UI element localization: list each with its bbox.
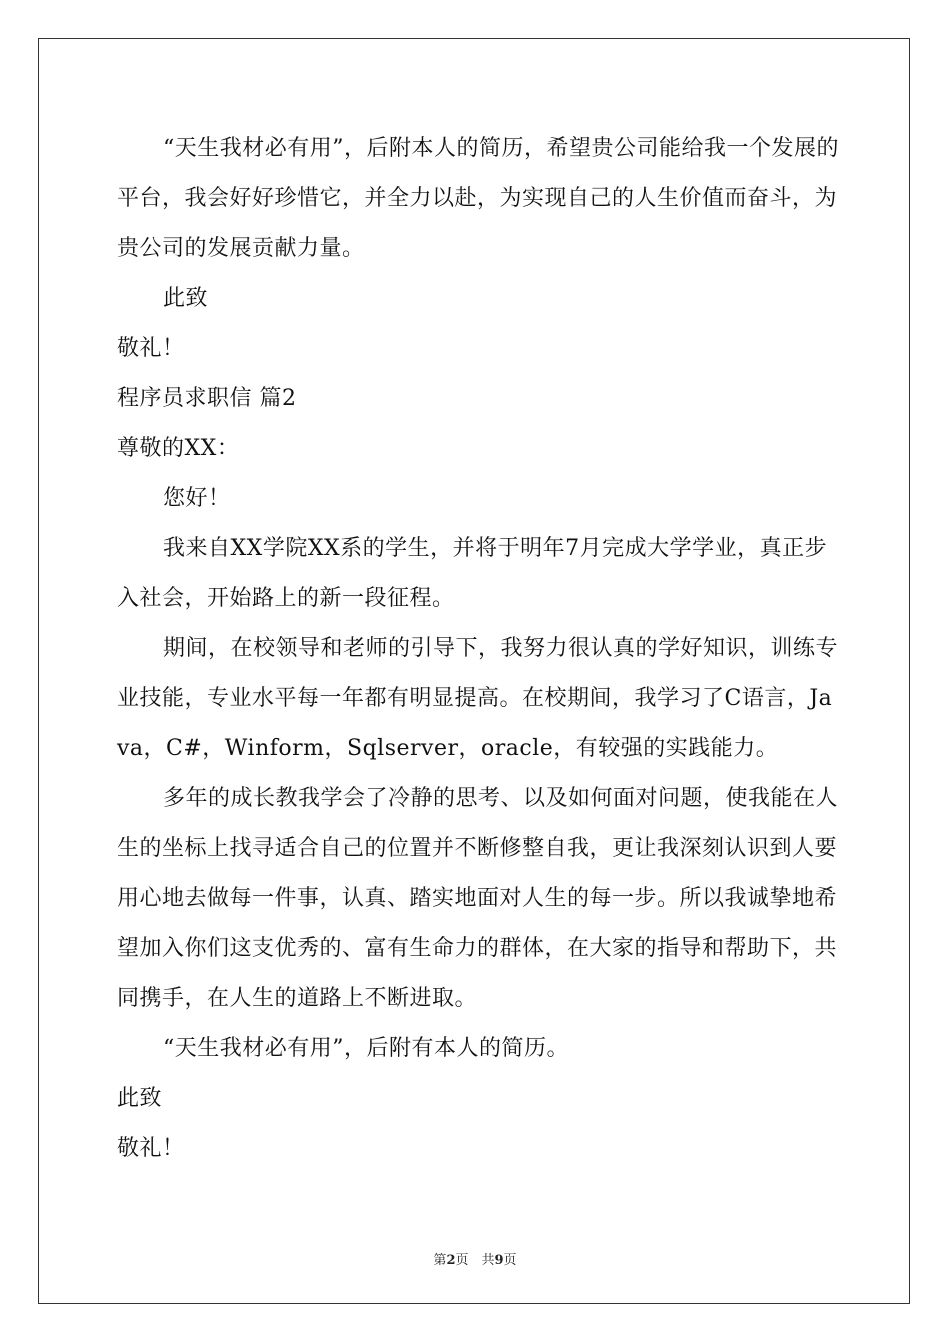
- greeting-recipient: 尊敬的XX：: [117, 436, 240, 461]
- paragraph-resume-note: “天生我材必有用”，后附有本人的简历。: [163, 1036, 569, 1061]
- page-label-suffix: 页: [503, 1253, 517, 1268]
- page-footer: [0, 1249, 950, 1268]
- salutation-cizhi-1: 此致: [163, 286, 209, 311]
- section-heading: 程序员求职信 篇2: [117, 386, 297, 411]
- salutation-jingli-1: 敬礼！: [117, 336, 185, 361]
- paragraph-growth: 多年的成长教我学会了冷静的思考、以及如何面对问题，使我能在人生的坐标上找寻适合自己的位置并不断修整自我，更让我深刻认识到人要用心地去做每一件事，认真、踏实地面对人生的每一步。所以我诚挚地希望加入你们这支优秀的、富有生命力的群体，在大家的指导和帮助下，共同携手，在人生的道路上不断进取。: [117, 786, 839, 1011]
- paragraph-closing-hope: “天生我材必有用”，后附本人的简历，希望贵公司能给我一个发展的平台，我会好好珍惜它，并全力以赴，为实现自己的人生价值而奋斗，为贵公司的发展贡献力量。: [117, 136, 839, 261]
- paragraph-intro: 我来自XX学院XX系的学生，并将于明年7月完成大学学业，真正步入社会，开始路上的新一段征程。: [117, 536, 828, 611]
- page-current-number: 2: [446, 1253, 456, 1268]
- document-body: [117, 124, 842, 1174]
- paragraph-study: 期间，在校领导和老师的引导下，我努力很认真的学好知识，训练专业技能，专业水平每一年都有明显提高。在校期间，我学习了C语言，Java，C#，Winform，Sqlserver，oracle，有较强的实践能力。: [117, 636, 839, 761]
- greeting-hello: 您好！: [163, 486, 231, 511]
- salutation-jingli-2: 敬礼！: [117, 1136, 185, 1161]
- page-total-number: 9: [494, 1253, 504, 1268]
- page-label-prefix: 第: [433, 1253, 447, 1268]
- salutation-cizhi-2: 此致: [117, 1086, 163, 1111]
- page-label-mid: 页 共: [455, 1253, 495, 1268]
